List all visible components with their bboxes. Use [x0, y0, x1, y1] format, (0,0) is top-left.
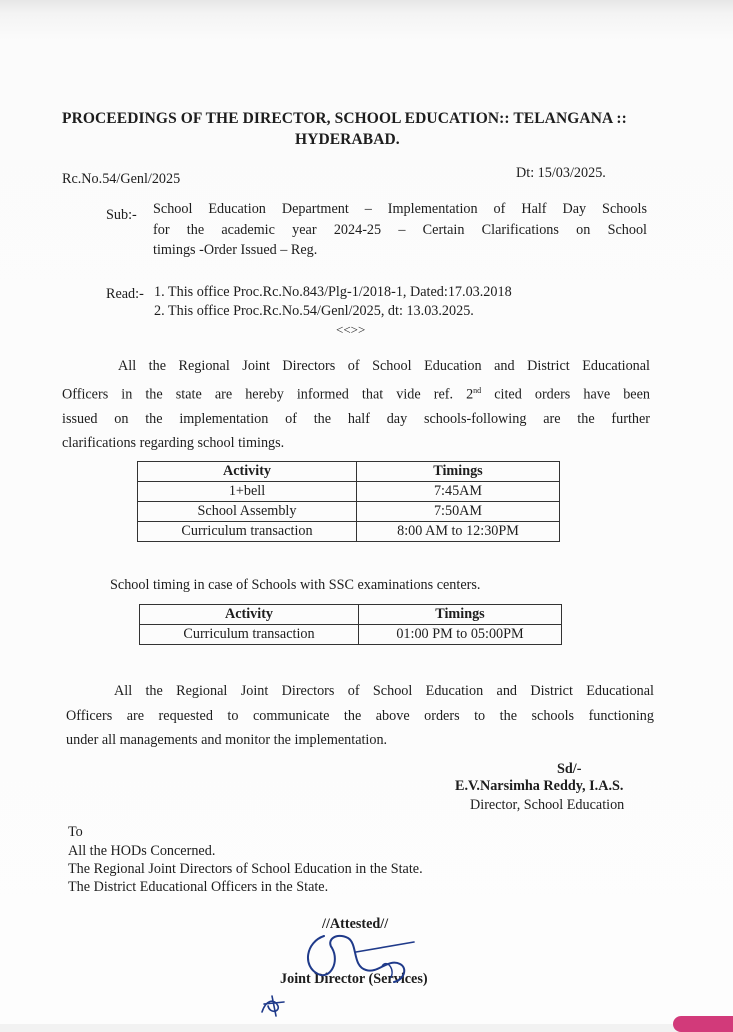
paragraph-line: clarifications regarding school timings. — [62, 435, 285, 452]
header-line-1: PROCEEDINGS OF THE DIRECTOR, SCHOOL EDUCATION:: TELANGANA :: — [62, 110, 627, 127]
table-row — [138, 522, 560, 542]
read-item-1: 1. This office Proc.Rc.No.843/Plg-1/2018-1, Dated:17.03.2018 — [154, 284, 512, 300]
reference-number: Rc.No.54/Genl/2025 — [62, 171, 181, 187]
table-header-activity: Activity — [138, 462, 357, 482]
table-row — [138, 502, 560, 522]
signatory-name: E.V.Narsimha Reddy, I.A.S. — [455, 778, 624, 794]
paragraph-request — [66, 679, 654, 753]
subject-line: School Education Department – Implementation of Half Day Schools — [153, 201, 647, 217]
table-cell-activity: 1+bell — [138, 482, 357, 502]
read-label: Read:- — [106, 286, 144, 302]
attested-mark: //Attested// — [322, 916, 389, 932]
subject-text — [153, 199, 647, 261]
table-cell-activity: Curriculum transaction — [138, 522, 357, 542]
subject-label: Sub:- — [106, 207, 137, 223]
table-cell-timing: 7:45AM — [357, 482, 560, 502]
attesting-officer-role: Joint Director (Services) — [280, 971, 428, 987]
paragraph-line: under all managements and monitor the implementation. — [66, 732, 388, 748]
recipient-hods: All the HODs Concerned. — [68, 843, 216, 859]
table-cell-timing: 01:00 PM to 05:00PM — [359, 625, 562, 645]
table-cell-timing: 8:00 AM to 12:30PM — [357, 522, 560, 542]
separator-mark: <<>> — [336, 322, 366, 337]
recipient-rjds: The Regional Joint Directors of School Education in the State. — [68, 861, 423, 877]
table-header-timings: Timings — [357, 462, 560, 482]
to-label: To — [68, 824, 83, 840]
sd-mark: Sd/- — [557, 761, 582, 777]
table-cell-activity: Curriculum transaction — [140, 625, 359, 645]
table-header-activity: Activity — [140, 605, 359, 625]
proceedings-date: Dt: 15/03/2025. — [516, 165, 606, 181]
read-item-2: 2. This office Proc.Rc.No.54/Genl/2025, dt: 13.03.2025. — [154, 303, 474, 319]
table-row — [140, 625, 562, 645]
paragraph-line: All the Regional Joint Directors of School Education and District Educational — [118, 358, 650, 374]
table-cell-timing: 7:50AM — [357, 502, 560, 522]
paragraph-intro — [62, 354, 650, 456]
header-line-2: HYDERABAD. — [295, 131, 400, 148]
timings-table — [137, 461, 560, 542]
corner-accent — [673, 1016, 733, 1032]
signatory-designation: Director, School Education — [470, 797, 625, 813]
paragraph-line: All the Regional Joint Directors of School Education and District Educational — [114, 683, 654, 699]
superscript-nd: nd — [473, 385, 482, 395]
ssc-timings-table — [139, 604, 562, 645]
subject-line: for the academic year 2024-25 – Certain Clarifications on School — [153, 221, 647, 238]
initial-mark — [258, 992, 288, 1018]
subject-line: timings -Order Issued – Reg. — [153, 242, 318, 258]
paragraph-line: issued on the implementation of the half day schools-following are the further — [62, 410, 650, 427]
table-header-row — [140, 605, 562, 625]
handwritten-signature — [296, 922, 426, 990]
table-header-row — [138, 462, 560, 482]
ssc-timing-heading: School timing in case of Schools with SSC examinations centers. — [110, 577, 481, 593]
paragraph-line: Officers in the state are hereby informed that vide ref. 2nd cited orders have been — [62, 385, 650, 403]
recipient-deos: The District Educational Officers in the State. — [68, 879, 329, 895]
paragraph-line: Officers are requested to communicate the above orders to the schools functioning — [66, 707, 654, 724]
table-header-timings: Timings — [359, 605, 562, 625]
table-cell-activity: School Assembly — [138, 502, 357, 522]
table-row — [138, 482, 560, 502]
